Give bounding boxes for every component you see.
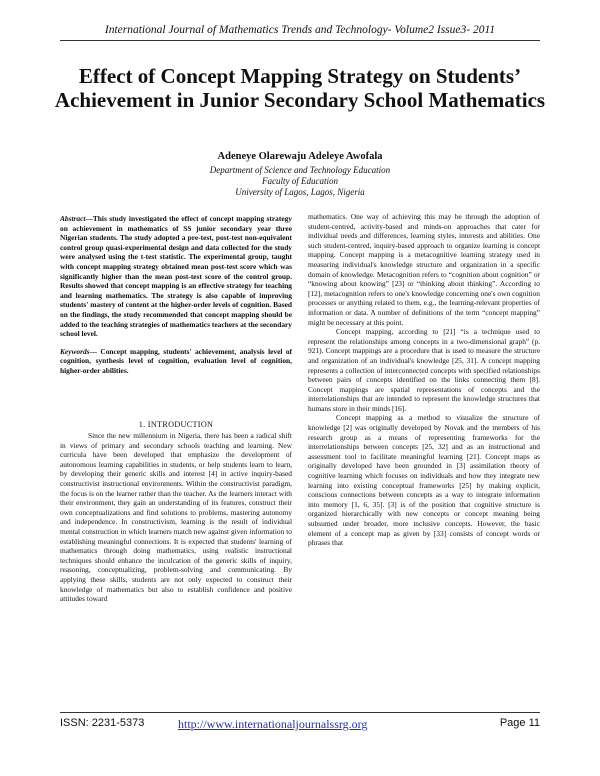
body-paragraph-1: mathematics. One way of achieving this may be through the adoption of student-centred, activity-based and minds-on approaches that cater for individual needs and differences, learning styles, interests and abilities. One such student-centred, inquiry-based approach to organize learning is concept mapping. Concept mapping is a metacognitive learning strategy used in measuring individual's knowledge structure and organization in a specific domain of knowledge. Metacognition refers to “cognition about cognition” or “knowing about knowing” [23] or “thinking about thinking”. According to [12], metacognition refers to one's knowledge concerning one's own cognition processes or anything related to them, e.g., the learning-relevant properties of information or data. A number of definitions of the term “concept mapping” might be necessary at this point. xyxy=(308,212,540,327)
author-names: Adeneye Olarewaju Adeleye Awofala xyxy=(217,151,383,162)
body-paragraph-2: Concept mapping, according to [21] “is a technique used to represent the relationships among concepts in a two-dimensional graph” (p. 921). Concept mappings are a procedure that is used to measure the structure and organization of an individual's knowledge [25, 31]. A concept mapping represents a collection of interconnected concepts with specified relationships between pairs of concepts identified on the links connecting them [8]. Concept mappings are spatial representations of concepts and the interrelationships that are intended to represent the knowledge structures that humans store in their minds [16]. xyxy=(308,327,540,413)
right-column xyxy=(308,212,540,548)
abstract xyxy=(60,214,292,339)
body-paragraph-3: Concept mapping as a method to visualize the structure of knowledge [2] was originally developed by Novak and the members of his research group as a means of representing frameworks for the interrelationships between concepts [25, 32] and as an instructional and assessment tool to facilitate meaningful learning [21]. Concept maps as originally developed have been grounded in [3] assimilation theory of cognitive learning which focuses on individuals and how they integrate new learning into existing conceptual frameworks [25] by making explicit, conscious connections between concepts as a way to integrate information into memory [1, 6, 35]. [3] is of the position that cognitive structure is organized hierarchically with new concepts or concept meaning being subsumed under broader, more inclusive concepts. However, the basic element of a concept map as given by [33] consists of concept words or phrases that xyxy=(308,413,540,548)
intro-paragraph: Since the new millennium in Nigeria, there has been a radical shift in views of primary and secondary schools teaching and learning. New curricula have been developed that emphasize the development of autonomous learning capabilities in students, or help students learn to learn, by developing their generic skills and interest [4] in active inquiry-based constructivist instructional environments. Within the constructivist paradigm, the focus is on the learner rather than the teacher. As the learners interact with their environment, they gain an understanding of its features, construct their own conceptualizations and find solutions to problems, mastering autonomy and independence. In constructivism, learning is the result of individual mental construction in which learners match new against given information to establishing meaningful connections. It is expected that students' learning of mathematics through doing mathematics, using realistic instructional techniques should enhance the inculcation of the generic skills of inquiry, reasoning, conceptualizing, problem-solving and communicating. By applying these skills, students are not only expected to construct their knowledge of mathematics but also to establish confidence and positive attitudes toward xyxy=(60,431,292,604)
affiliation-department: Department of Science and Technology Education xyxy=(209,165,391,175)
footer-divider xyxy=(60,712,540,713)
affiliation-faculty: Faculty of Education xyxy=(262,176,338,186)
paper-title: Effect of Concept Mapping Strategy on Students’ Achievement in Junior Secondary School Mathematics xyxy=(54,64,546,112)
issn-label: ISSN: 2231-5373 xyxy=(60,717,145,729)
affiliation-university: University of Lagos, Lagos, Nigeria xyxy=(235,187,365,197)
journal-header: International Journal of Mathematics Trends and Technology- Volume2 Issue3- 2011 xyxy=(104,24,496,36)
page-number: Page 11 xyxy=(499,717,540,729)
abstract-label: Abstract xyxy=(60,214,86,223)
header-divider xyxy=(60,40,540,41)
left-column xyxy=(60,214,292,604)
keywords xyxy=(60,347,292,376)
journal-website-link[interactable]: http://www.internationaljournalssrg.org xyxy=(178,717,368,731)
abstract-text: —This study investigated the effect of concept mapping strategy on achievement in mathematics of SS junior secondary year three Nigerian students. The study adopted a pre-test, post-test non-equivalent control group quasi-experimental design and data collected for the study were analysed using the t-test statistic. The experimental group, taught with concept mapping strategy obtained mean post-test score which was significantly higher than the mean post-test score of the control group. Results showed that concept mapping is an effective strategy for teaching and learning mathematics. The strategy is also capable of improving students' mastery of content at the higher-order levels of cognition. Based on the findings, the study recommended that concept mapping should be added to the teaching strategies of mathematics teachers at the secondary school level. xyxy=(60,214,292,339)
keywords-label: Keywords xyxy=(60,346,90,356)
keywords-text: — Concept mapping, students' achievement, analysis level of cognition, synthesis level of cognition, evaluation level of cognition, higher-order abilities. xyxy=(60,346,292,375)
section-heading-introduction: 1. INTRODUCTION xyxy=(138,419,214,429)
